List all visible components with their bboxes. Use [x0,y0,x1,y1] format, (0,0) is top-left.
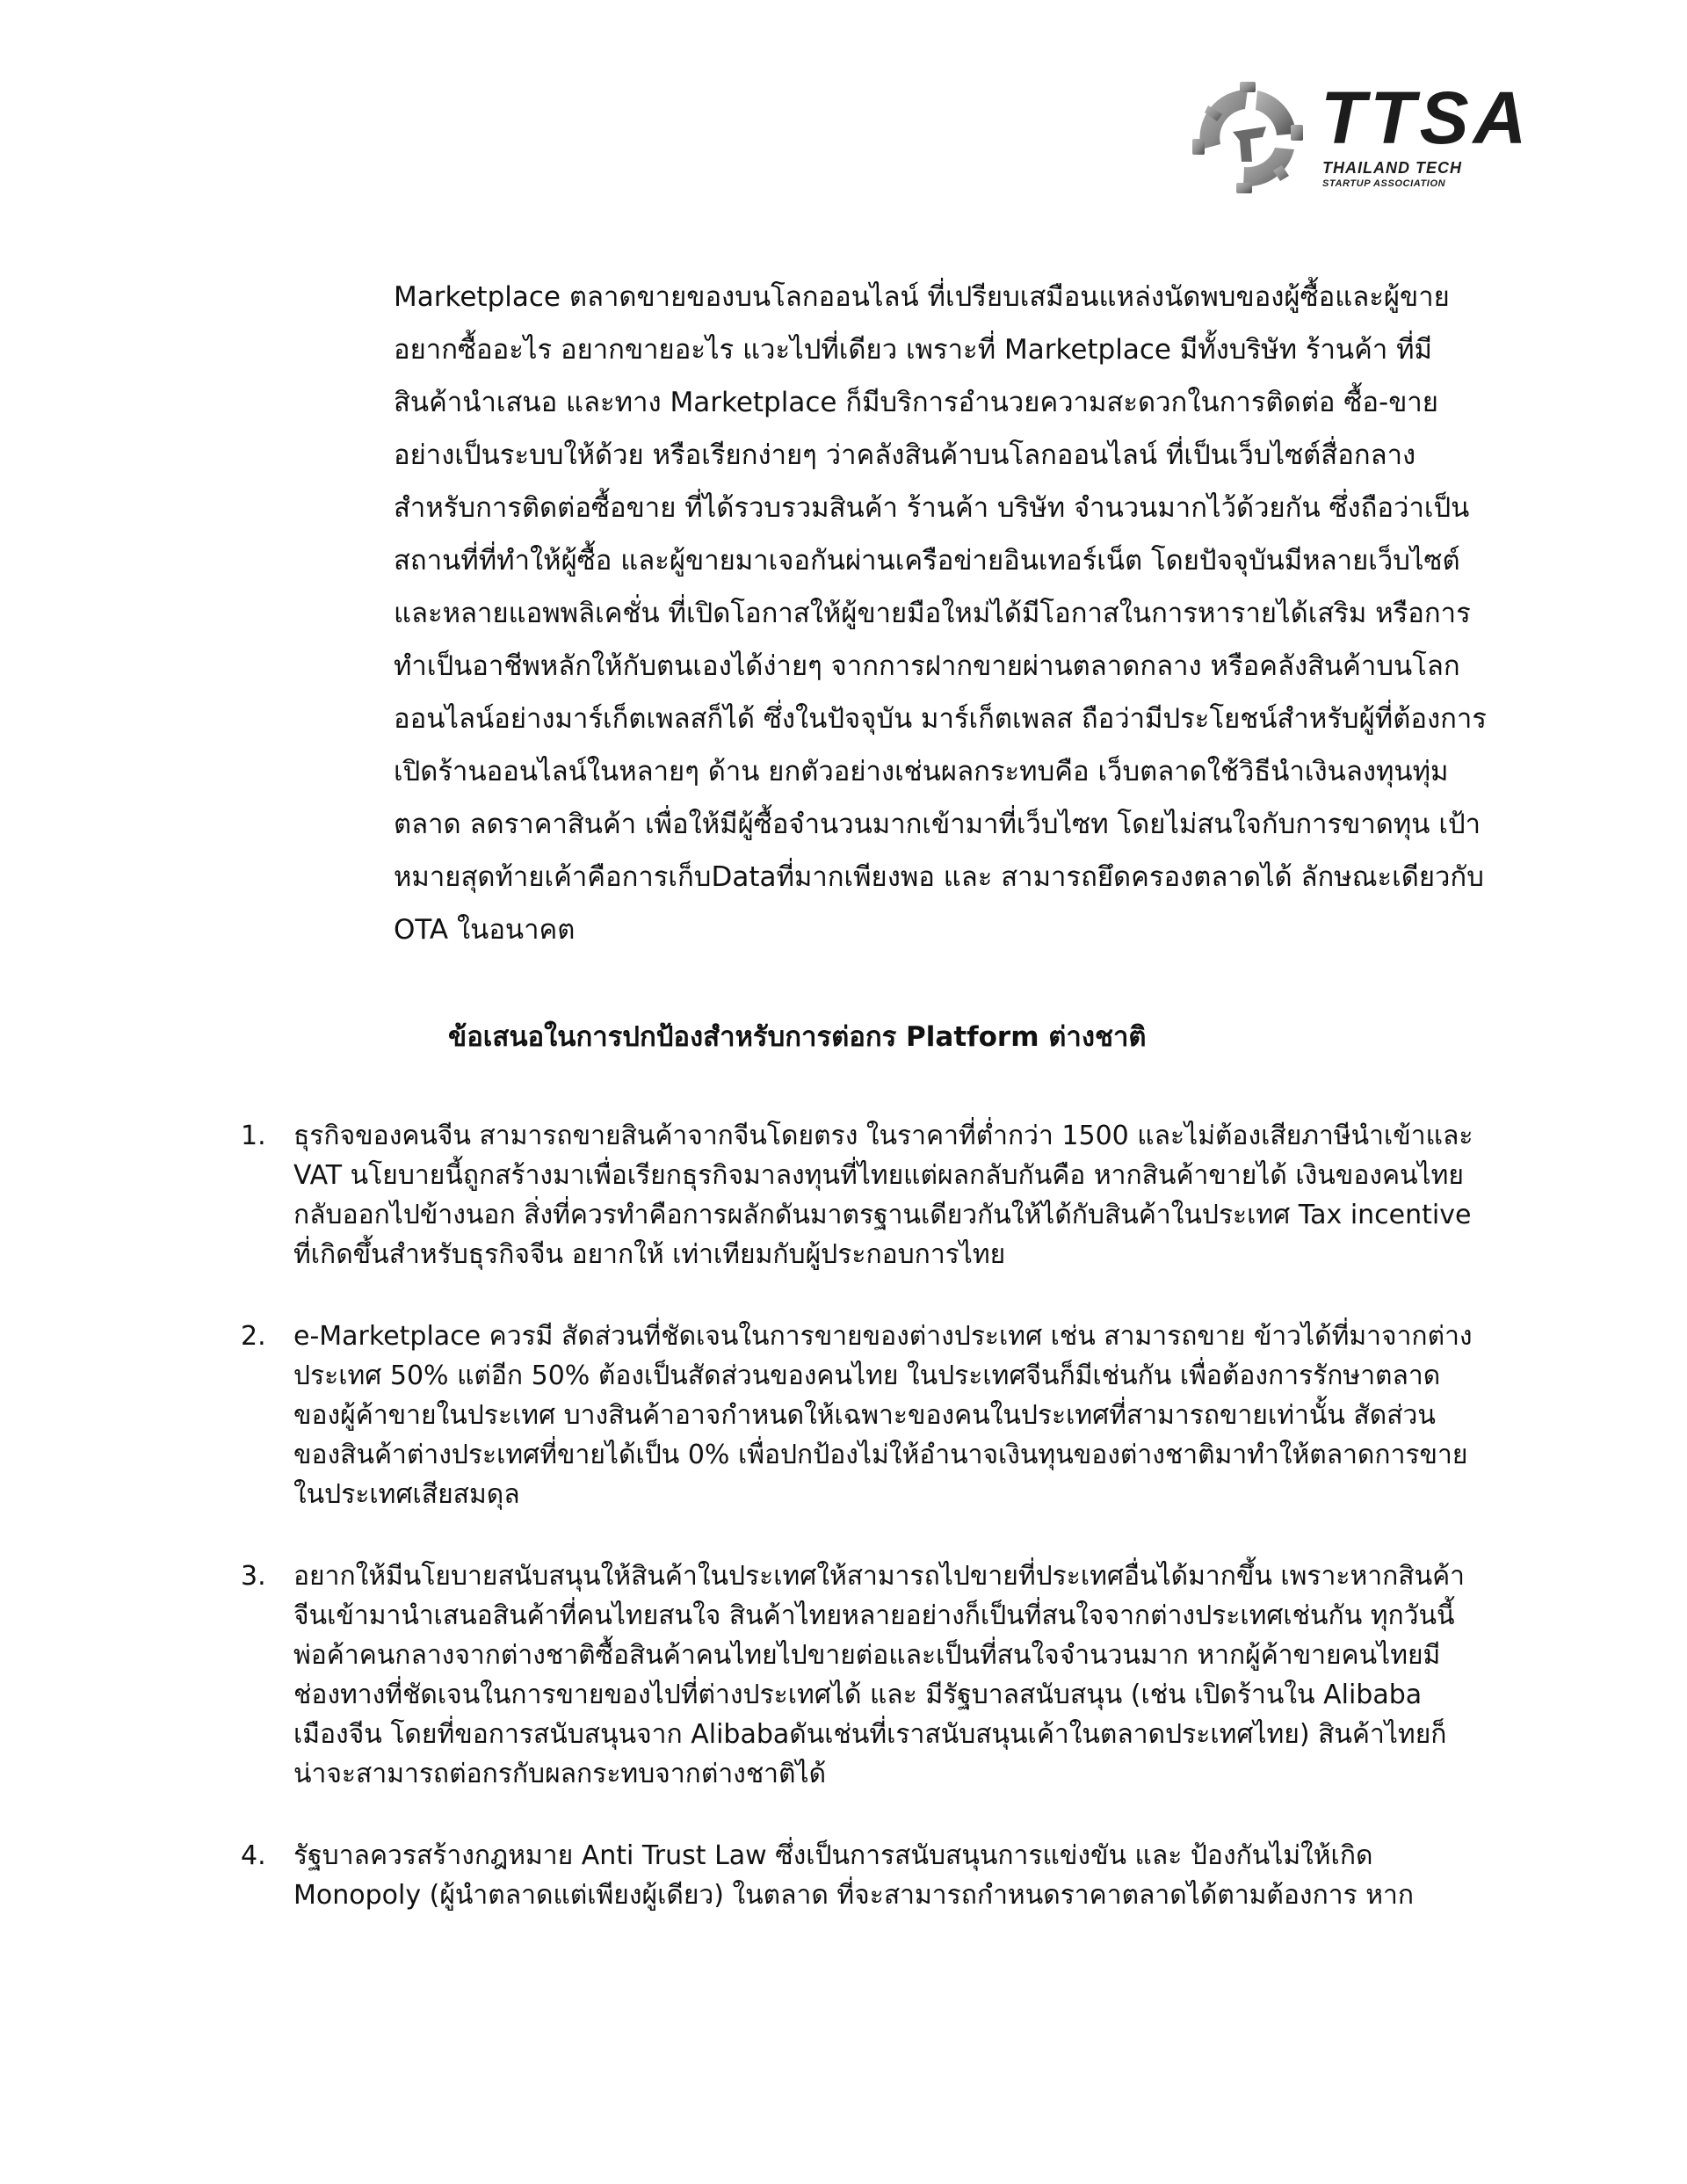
logo-subtagline: STARTUP ASSOCIATION [1322,178,1446,189]
logo-wordmark: TTSA [1321,76,1531,159]
proposal-item [235,1836,1474,1915]
section-heading: ข้อเสนอในการปกป้องสำหรับการต่อกร Platform ต่างชาติ [448,1021,1147,1053]
proposal-item [235,1317,1474,1514]
proposal-text: รัฐบาลควรสร้างกฎหมาย Anti Trust Law ซึ่งเป็นการสนับสนุนการแข่งขัน และ ป้องกันไม่ให้เกิด Monopoly (ผู้นำตลาดแต่เพียงผู้เดียว) ในตลาด ที่จะสามารถกำหนดราคาตลาดได้ตามต้องการ หาก [293,1840,1415,1911]
proposal-text: e-Marketplace ควรมี สัดส่วนที่ชัดเจนในการขายของต่างประเทศ เช่น สามารถขาย ข้าวได้ที่มาจากต่างประเทศ 50% แต่อีก 50% ต้องเป็นสัดส่วนของคนไทย ในประเทศจีนก็มีเช่นกัน เพื่อต้องการรักษาตลาดของผู้ค้าขายในประเทศ บางสินค้าอาจกำหนดให้เฉพาะของคนในประเทศที่สามารถขายเท่านั้น สัดส่วนของสินค้าต่างประเทศที่ขายได้เป็น 0% เพื่อปกป้องไม่ให้อำนาจเงินทุนของต่างชาติมาทำให้ตลาดการขายในประเทศเสียสมดุล [293,1321,1473,1510]
proposal-number: 2. [241,1321,266,1352]
proposal-item [235,1116,1474,1274]
proposal-text: อยากให้มีนโยบายสนับสนุนให้สินค้าในประเทศให้สามารถไปขายที่ประเทศอื่นได้มากขึ้น เพราะหากสินค้าจีนเข้ามานำเสนอสินค้าที่คนไทยสนใจ สินค้าไทยหลายอย่างก็เป็นที่สนใจจากต่างประเทศเช่นกัน ทุกวันนี้พ่อค้าคนกลางจากต่างชาติซื้อสินค้าคนไทยไปขายต่อและเป็นที่สนใจจำนวนมาก หากผู้ค้าขายคนไทยมีช่องทางที่ชัดเจนในการขายของไปที่ต่างประเทศได้ และ มีรัฐบาลสนับสนุน (เช่น เปิดร้านใน Alibaba เมืองจีน โดยที่ขอการสนับสนุนจาก Alibabaดันเช่นที่เราสนับสนุนเค้าในตลาดประเทศไทย) สินค้าไทยก็น่าจะสามารถต่อกรกับผลกระทบจากต่างชาติได้ [293,1561,1466,1789]
proposal-list [235,1116,1474,1915]
ttsa-logo [1191,76,1531,195]
proposal-item [235,1556,1474,1794]
proposal-number: 1. [241,1121,266,1151]
logo-tagline: THAILAND TECH [1322,159,1462,177]
gear-icon [1191,81,1305,195]
proposal-text: ธุรกิจของคนจีน สามารถขายสินค้าจากจีนโดยตรง ในราคาที่ต่ำกว่า 1500 และไม่ต้องเสียภาษีนำเข้าและ VAT นโยบายนี้ถูกสร้างมาเพื่อเรียกธุรกิจมาลงทุนที่ไทยแต่ผลกลับกันคือ หากสินค้าขายได้ เงินของคนไทยกลับออกไปข้างนอก สิ่งที่ควรทำคือการผลักดันมาตรฐานเดียวกันให้ได้กับสินค้าในประเทศ Tax incentive ที่เกิดขึ้นสำหรับธุรกิจจีน อยากให้ เท่าเทียมกับผู้ประกอบการไทย [293,1121,1473,1270]
intro-paragraph: Marketplace ตลาดขายของบนโลกออนไลน์ ที่เปรียบเสมือนแหล่งนัดพบของผู้ซื้อและผู้ขาย อยากซื้ออะไร อยากขายอะไร แวะไปที่เดียว เพราะที่ Marketplace มีทั้งบริษัท ร้านค้า ที่มีสินค้านำเสนอ และทาง Marketplace ก็มีบริการอำนวยความสะดวกในการติดต่อ ซื้อ-ขายอย่างเป็นระบบให้ด้วย หรือเรียกง่ายๆ ว่าคลังสินค้าบนโลกออนไลน์ ที่เป็นเว็บไซต์สื่อกลางสำหรับการติดต่อซื้อขาย ที่ได้รวบรวมสินค้า ร้านค้า บริษัท จำนวนมากไว้ด้วยกัน ซึ่งถือว่าเป็นสถานที่ที่ทำให้ผู้ซื้อ และผู้ขายมาเจอกันผ่านเครือข่ายอินเทอร์เน็ต โดยปัจจุบันมีหลายเว็บไซต์ และหลายแอพพลิเคชั่น ที่เปิดโอกาสให้ผู้ขายมือใหม่ได้มีโอกาสในการหารายได้เสริม หรือการทำเป็นอาชีพหลักให้กับตนเองได้ง่ายๆ จากการฝากขายผ่านตลาดกลาง หรือคลังสินค้าบนโลกออนไลน์อย่างมาร์เก็ตเพลสก็ได้ ซึ่งในปัจจุบัน มาร์เก็ตเพลส ถือว่ามีประโยชน์สำหรับผู้ที่ต้องการเปิดร้านออนไลน์ในหลายๆ ด้าน ยกตัวอย่างเช่นผลกระทบคือ เว็บตลาดใช้วิธีนำเงินลงทุนทุ่มตลาด ลดราคาสินค้า เพื่อให้มีผู้ซื้อจำนวนมากเข้ามาที่เว็บไซท โดยไม่สนใจกับการขาดทุน เป้าหมายสุดท้ายเค้าคือการเก็บDataที่มากเพียงพอ และ สามารถยึดครองตลาดได้ ลักษณะเดียวกับ OTA ในอนาคต [394,281,1487,946]
proposal-number: 4. [241,1840,266,1871]
proposal-number: 3. [241,1561,266,1592]
